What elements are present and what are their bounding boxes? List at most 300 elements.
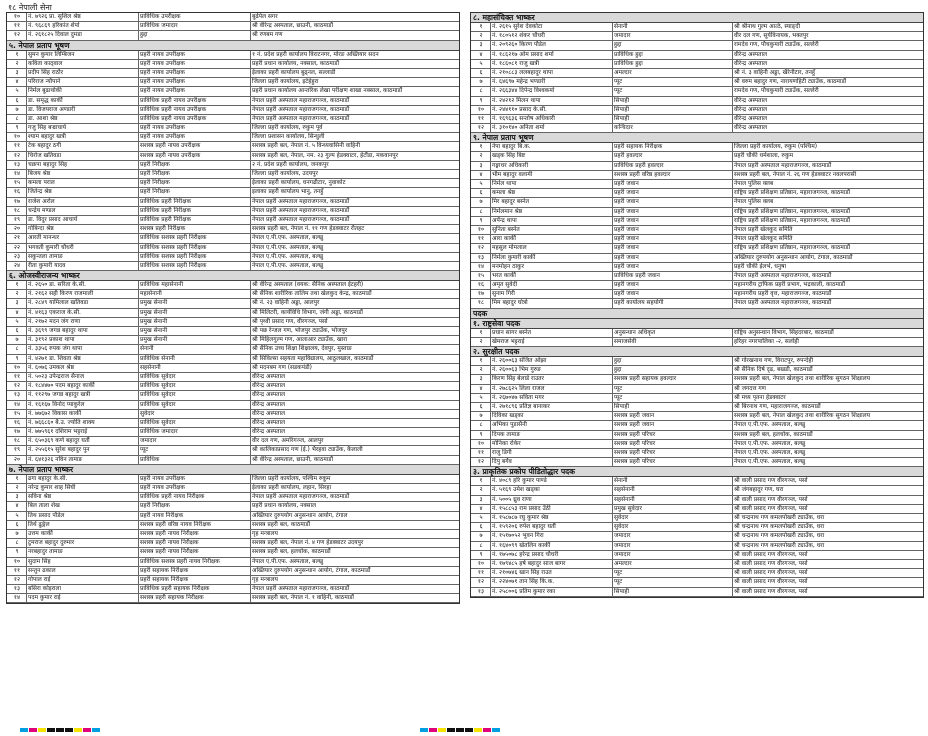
unit-cell: नेपाल ए.पी.एफ. अस्पताल, बल्खु — [734, 440, 806, 447]
rank-cell: जमादार — [613, 551, 733, 559]
table-row — [471, 124, 923, 133]
name-cell: सुनाम गिरी — [491, 290, 613, 298]
rank-cell: प्रहरी नायव उपरीक्षक — [139, 51, 251, 59]
unit-cell: वीरेन्द्र अस्पताल — [252, 419, 286, 426]
serial-number-cell: १ — [471, 23, 491, 31]
table-row — [7, 60, 459, 69]
name-cell: अमृत सुवेदी — [491, 281, 613, 289]
rank-cell: प्राविधिक प्रहरी नायव उपरीक्षक — [139, 97, 251, 105]
name-cell: कमला श्रेष्ठ — [491, 189, 613, 197]
unit-cell: ईलाका प्रहरी कार्यालय बुढ्नल, सल्लाडी — [252, 69, 336, 76]
table-row — [7, 281, 459, 290]
rank-cell: प्रमुख सेनानी — [139, 336, 251, 344]
serial-number-cell: ११ — [471, 235, 491, 243]
name-cell: श्याम बहादुर खत्री — [27, 133, 139, 141]
name-cell: चन्द्रेय मण्डल — [27, 207, 139, 215]
name-cell: सुनिता बस्नेत — [491, 226, 613, 234]
serial-number-cell: ७ — [7, 530, 27, 538]
unit-cell: नेपाल ए.पी.एफ. अस्पताल, बल्खु — [252, 244, 324, 251]
unit-cell: नेपाल प्रहरी खेलकुद समिति — [734, 226, 793, 233]
serial-number-cell: १८ — [471, 299, 491, 307]
unit-cell: श्री वाली प्रसाद गण वीरगञ्ज, पर्सा — [734, 570, 808, 577]
serial-number-cell: ४ — [471, 385, 491, 393]
serial-number-cell: ५ — [7, 87, 27, 95]
unit-cell: राष्ट्रिय प्रहरी प्रशिक्षण प्रतिष्ठान, महाराजगञ्ज, काठमाडौं — [734, 245, 851, 252]
rank-cell: प्राविधिक प्रहरी निरीक्षक — [139, 207, 251, 215]
serial-number-cell: १० — [7, 13, 27, 21]
rank-cell: प्रहरी नायव उपरीक्षक — [139, 133, 251, 141]
name-cell: नं. २६१५ सुरेश देवकोटा — [491, 23, 613, 31]
rank-cell: प्राविधिक जमादार — [139, 428, 251, 436]
name-cell: महसुल मोमलाल — [491, 244, 613, 252]
rank-cell: जमादार — [613, 532, 733, 540]
rank-cell: प्रहरी निरीक्षक — [139, 188, 251, 196]
serial-number-cell: १६ — [7, 419, 27, 427]
serial-number-cell: ८ — [471, 421, 491, 429]
name-cell: प्रधान सागर बस्नेत — [491, 329, 613, 337]
rank-cell: सशस्त्र प्रहरी नायव उपरीक्षक — [139, 152, 251, 160]
table-row — [7, 373, 459, 382]
table-row — [471, 115, 923, 124]
serial-number-cell: १४ — [471, 263, 491, 271]
rank-cell: हुद्दा — [139, 31, 251, 39]
name-cell: सविना श्रेष्ठ — [27, 493, 139, 501]
unit-cell: जिल्ला प्रहरी कार्यालय, रुकुम (पश्चिम) — [734, 144, 818, 151]
serial-number-cell: ६ — [471, 69, 491, 77]
unit-cell: राष्ट्रिय प्रहरी प्रशिक्षण प्रतिष्ठान, महाराजगञ्ज, काठमाडौं — [734, 190, 851, 197]
unit-cell: वीर दल गण, अमरिगञ्ज, आलपुर — [252, 438, 324, 445]
name-cell: बिजय श्रेष्ठ — [27, 170, 139, 178]
name-cell: नं. २२४०७१ तान सिंह कि.क. — [491, 578, 613, 586]
unit-cell: श्री वाली प्रसाद गण वीरगञ्ज, पर्सा — [734, 551, 808, 558]
serial-number-cell: १ — [7, 475, 27, 483]
table-row — [7, 355, 459, 364]
table-row — [7, 31, 459, 40]
serial-number-cell: ११ — [7, 567, 27, 575]
name-cell: डा. विजयराज अण्डारी — [27, 106, 139, 114]
rank-cell: महासेनानी — [139, 290, 251, 298]
serial-number-cell: ८ — [7, 115, 27, 123]
table-row — [471, 551, 923, 560]
table-row — [471, 385, 923, 394]
name-cell: बसिरा कोइराला — [27, 585, 139, 593]
unit-cell: राष्ट्रिय प्रहरी प्रशिक्षण प्रतिष्ठान, महाराजगञ्ज, काठमाडौं — [734, 208, 851, 215]
unit-cell: अख्तियार दुरुपयोग अनुसन्धान आयोग, टंगाल, काठमाडौं — [734, 254, 853, 261]
serial-number-cell: १३ — [471, 588, 491, 596]
unit-cell: श्री कालिकाप्रसाद गण (ई.) भैरहवा ट्याउँक, कैलाली — [252, 447, 363, 454]
serial-number-cell: १३ — [7, 585, 27, 593]
unit-cell: वीर दल गण, सूर्यविनायक, भक्तपुर — [734, 33, 809, 40]
table-row — [7, 152, 459, 161]
unit-cell: श्री श्रीनाथ गुल्म आत्ठे, स्याङ्दी — [734, 24, 801, 30]
table-row — [471, 60, 923, 69]
rank-cell: प्रमुख सेनानी — [139, 318, 251, 326]
rank-cell: प्रहरी जवान — [613, 235, 733, 243]
unit-cell: १ नं. प्रदेश प्रहरी कार्यालय विराटनगर, मोरङ अख्तियार सदन — [252, 51, 379, 58]
serial-number-cell: १५ — [471, 272, 491, 280]
serial-number-cell: ७ — [471, 198, 491, 206]
color-swatch — [29, 728, 37, 732]
name-cell: आरा कार्की — [491, 235, 613, 243]
unit-cell: श्री सिविल्सा सहयता महाविद्यालय, आठुलखाल, काठमाडौं — [252, 355, 374, 362]
rank-cell: प्रहरी जवान — [613, 198, 733, 206]
serial-number-cell: ९ — [471, 551, 491, 559]
rank-cell: प्रहरी सहायक निरीक्षक — [613, 143, 733, 151]
name-cell: किरण सिंह बेलाडे राउतर — [491, 375, 613, 383]
table-row — [7, 97, 459, 106]
serial-number-cell: २ — [471, 338, 491, 346]
name-cell: गजु सिंह बज्राचार्य — [27, 124, 139, 132]
unit-cell: नेपाल ए.पी.एफ. अस्पताल, बल्खु — [252, 262, 324, 269]
name-cell: नरबहादुर तामाङ — [27, 548, 139, 556]
rank-cell: सशस्त्र प्रहरी परिचर — [613, 458, 733, 466]
name-cell: टुमराज बहादुर दुरुमार — [27, 539, 139, 547]
table-row — [7, 290, 459, 299]
unit-cell: नेपाल ए.पी.एफ. अस्पताल, बल्खु — [734, 449, 806, 456]
table-row — [7, 456, 459, 465]
rank-cell: सुवेदार — [139, 410, 251, 418]
rank-cell: सशस्त्र प्रहरी सहायक निरीक्षक — [139, 594, 251, 602]
table-row — [7, 419, 459, 428]
unit-cell: सशस्त्र प्रहरी बल, नेपाल खेलकुद तथा शारीरिक सुगठन शिक्षालय — [734, 376, 871, 383]
name-cell: चक्रपा बहादुर सिंह — [27, 161, 139, 169]
rank-cell: प्यूट — [613, 569, 733, 577]
name-cell: अर्पेन्द्र थापा — [491, 217, 613, 225]
unit-cell: रामदेव गण, पौचकुमारी ट्याउँक, सल्लेरी — [734, 88, 819, 95]
unit-cell: श्री गोरखनाथ गण, विराटपुर, रुपन्देही — [734, 358, 814, 364]
unit-cell: वीरेन्द्र अस्पताल — [252, 392, 286, 399]
name-cell: कविता काठ्वाल — [27, 60, 139, 68]
table-row — [471, 143, 923, 152]
rank-cell: प्रहरी हवल्दार — [613, 152, 733, 160]
name-cell: नं. ५१६९ उमेश खड्का — [491, 486, 613, 494]
name-cell: नं. ७६६८६० बै.उ. ज्योति शाक्य — [27, 419, 139, 427]
unit-cell: श्री मध्य पृतना हेडक्वाटर — [734, 394, 786, 401]
unit-cell: श्री सैनिक उच्च शिक्षा शिक्षालय, देवपुर, मुस्ताङ — [252, 346, 352, 353]
serial-number-cell: ७ — [7, 336, 27, 344]
unit-cell: श्री मिलिटरी, कार्यविधि विभाग, जंगी अड्डा, काठमाडौं — [252, 309, 363, 316]
serial-number-cell: ८ — [7, 539, 27, 547]
unit-cell: श्री वाली प्रसाद गण वीरगञ्ज, पर्सा — [734, 496, 808, 503]
name-cell: ढगा बहादुर के.सी. — [27, 475, 139, 483]
name-cell: नं. ६४१३२६ नविन तामाङ — [27, 456, 139, 464]
name-cell: भीम बहादुर वलामी — [491, 171, 613, 179]
unit-cell: वीरेन्द्र अस्पताल — [252, 383, 286, 390]
table-row — [471, 152, 923, 161]
serial-number-cell: १३ — [7, 391, 27, 399]
rank-cell: सेनानी — [139, 345, 251, 353]
serial-number-cell: ५ — [471, 60, 491, 68]
table-row — [471, 588, 923, 597]
name-cell: गङ्गाधर अधिकारी — [491, 162, 613, 170]
unit-cell: नेपाल प्रहरी अस्पताल महाराजगञ्ज, काठमाडौं — [252, 106, 350, 113]
table-row — [471, 78, 923, 87]
name-cell: भरत कार्की — [491, 272, 613, 280]
name-cell: नं. ३१०१४० अनिता शर्मा — [491, 124, 613, 132]
unit-cell: सशस्त्र प्रहरी बल, हलचोक, काठमाडौं — [252, 549, 331, 556]
unit-cell: नेपाल ए.पी.एफ. अस्पताल, बल्खु — [252, 235, 324, 242]
rank-cell: सशस्त्र प्रहरी नायव निरीक्षक — [139, 539, 251, 547]
unit-cell: नेपाल ए.पी.एफ. अस्पताल, बल्खु — [734, 422, 806, 429]
rank-cell: जमादार — [613, 542, 733, 550]
unit-cell: नेपाल प्रहरी अस्पताल महाराजगञ्ज, काठमाडौं — [734, 272, 832, 279]
unit-cell: नेपाल पुलिस क्लब — [734, 199, 774, 206]
unit-cell: गृह मन्त्रालय — [252, 530, 278, 537]
name-cell: डा. समृद्ध कार्की — [27, 97, 139, 105]
rank-cell: प्राविधिक सशस्त्र प्रहरी निरीक्षक — [139, 262, 251, 270]
name-cell: नं. १५९२०६ रुपेश बहादुर घर्ती — [491, 523, 613, 531]
unit-cell: इलाका प्रहरी कार्यालय भानु, तनहुँ — [252, 189, 324, 196]
rank-cell: प्राविधिक प्रहरी हवल्दार — [613, 162, 733, 170]
unit-cell: श्री सैनिक दिर्ष दृढ, बखडी, काठमाडौं — [734, 367, 813, 374]
unit-cell: श्री चन्द्रनाथ गण कमलपोखरी ट्याउँक, धरा — [734, 542, 825, 549]
rank-cell: प्रहरी जवान — [613, 254, 733, 262]
table-row — [7, 161, 459, 170]
unit-cell: श्री वीरेन्द्र अस्पताल, छाउनी, काठमाडौं — [252, 23, 333, 30]
page-header: १८ नेपाली सेना — [8, 3, 52, 12]
serial-number-cell: ४ — [471, 505, 491, 513]
name-cell: नं. २६६३४४ दिपेन्द्र विश्वकर्मा — [491, 87, 613, 95]
table-row — [471, 217, 923, 226]
name-cell: जितेन्द्र श्रेष्ठ — [27, 188, 139, 196]
name-cell: नरेन्द्र कुमार शाह सिंघी — [27, 484, 139, 492]
name-cell: अभिका पुडासैनी — [491, 421, 613, 429]
unit-cell: नेपाल प्रहरी अस्पताल महाराजगञ्ज, काठमाडौं — [734, 162, 832, 169]
table-row — [7, 521, 459, 530]
table-row — [7, 198, 459, 207]
table-row — [7, 437, 459, 446]
name-cell: नं. १६१६७ विनोद प्याकुरेल — [27, 401, 139, 409]
unit-cell: श्री नं. २३ वाहिनी अड्डा, आलपुर — [252, 300, 320, 307]
table-row — [7, 244, 459, 253]
name-cell: परिराज न्यौपाने — [27, 78, 139, 86]
serial-number-cell: १० — [7, 558, 27, 566]
serial-number-cell: ४ — [7, 78, 27, 86]
unit-cell: जिल्ला प्रहरी कार्यालय, इटेहेहुरा — [252, 79, 319, 86]
serial-number-cell: १२ — [7, 152, 27, 160]
rank-cell: अमल्दार — [613, 560, 733, 568]
table-row — [7, 262, 459, 271]
unit-cell: श्री रणबम गण — [252, 32, 283, 39]
name-cell: नं. ११२९७ जगन्न बहादुर खत्री — [27, 391, 139, 399]
serial-number-cell: १ — [471, 477, 491, 485]
unit-cell: नेपाल प्रहरी अस्पताल महाराजगञ्ज, काठमाडौं — [252, 494, 350, 501]
name-cell: नं. २६७०४७ सविता मगर — [491, 394, 613, 402]
serial-number-cell: १२ — [471, 124, 491, 132]
rank-cell: प्राविधिक उपरीक्षक — [139, 13, 251, 21]
serial-number-cell: १२ — [7, 31, 27, 39]
serial-number-cell: ६ — [7, 327, 27, 335]
serial-number-cell: ८ — [7, 345, 27, 353]
rank-cell: जमादार — [613, 32, 733, 40]
rank-cell: प्राविधिक महासेनानी — [139, 281, 251, 289]
unit-cell: सशस्त्र प्रहरी बल, नेपाल नं. २६ गण हेडक्वाटर नवलपरासी — [734, 171, 857, 178]
serial-number-cell: ३ — [471, 162, 491, 170]
name-cell: नं. २५५६१५ सुरेश बहादुर पुन — [27, 446, 139, 454]
unit-cell: वीरेन्द्र अस्पताल — [734, 97, 768, 104]
serial-number-cell: १४ — [7, 170, 27, 178]
rank-cell: सशस्त्र प्रहरी नायव निरीक्षक — [139, 530, 251, 538]
serial-number-cell: २४ — [7, 262, 27, 270]
rank-cell: प्राविधिक सुवेदार — [139, 382, 251, 390]
table-row — [7, 585, 459, 594]
unit-cell: नेपाल ए.पी.एफ. अस्पताल, बल्खु — [734, 459, 806, 466]
serial-number-cell: ४ — [7, 309, 27, 317]
table-row — [7, 539, 459, 548]
table-row — [7, 576, 459, 585]
name-cell: नं. ७९२६ प्रा. सुशिल श्रेष्ठ — [27, 13, 139, 21]
name-cell: नं. २६५० डा. सरिता के.सी. — [27, 281, 139, 289]
color-swatch — [474, 728, 482, 732]
name-cell: राजु डिगी — [491, 449, 613, 457]
name-cell: नं. २१०७४६ खान सिंह राउत — [491, 569, 613, 577]
unit-cell: श्री मिहिलगुल्म गण, आलाआर ट्याउँक, खारा — [252, 337, 348, 344]
name-cell: नं. १८६०८१ राजु खत्री — [491, 60, 613, 68]
color-swatch — [429, 728, 437, 732]
unit-cell: सशस्त्र प्रहरी बल, नेपाल नं. ४ गण हेडक्वाटर उदयपुर — [252, 540, 364, 547]
serial-number-cell: ९ — [471, 217, 491, 225]
rank-cell: प्राविधिक सुवेदार — [139, 401, 251, 409]
serial-number-cell: १० — [471, 440, 491, 448]
color-swatch — [420, 728, 428, 732]
name-cell: निर्मला कुमारी कार्की — [491, 254, 613, 262]
serial-number-cell: १६ — [471, 281, 491, 289]
unit-cell: श्री वाली प्रसाद गण वीरगञ्ज, पर्सा — [734, 478, 808, 485]
unit-cell: जिल्ला प्रहरी कार्यालय, उदयपुर — [252, 171, 318, 177]
section-heading: ७. नेपाल प्रताप भाष्कर — [7, 465, 459, 475]
rank-cell: समाजसेवी — [613, 338, 733, 346]
unit-cell: श्री चन्द्रनाथ गण कमलपोखरी ट्याउँक, धरा — [734, 524, 825, 531]
unit-cell: श्री वाली प्रसाद गण वीरगञ्ज, पर्सा — [734, 560, 808, 567]
serial-number-cell: १२ — [7, 382, 27, 390]
unit-cell: श्री पछ रेन्जल गण, भोजपुर ट्याउँक, भोजपुर — [252, 328, 348, 334]
unit-cell: जिल्ला प्रहरी कार्यालय, पश्चिम रुकुम — [252, 475, 331, 482]
unit-cell: नेपाल पुलिस क्लब — [734, 181, 774, 187]
rank-cell: सशस्त्र प्रहरी नायव उपरीक्षक — [139, 142, 251, 150]
name-cell: नं. ७७५९६१ दशिराम भट्टराई — [27, 428, 139, 436]
table-row — [471, 514, 923, 523]
name-cell: नं. १८६२१७ ओम प्रसाद शर्मा — [491, 51, 613, 59]
serial-number-cell: १५ — [7, 410, 27, 418]
serial-number-cell: ४ — [471, 51, 491, 59]
table-row — [7, 253, 459, 262]
rank-cell: प्राविधिक प्रहरी निरीक्षक — [139, 216, 251, 224]
name-cell: नं. २१०८८३ ललबहादुर थापा — [491, 69, 613, 77]
table-row — [471, 505, 923, 514]
table-row — [471, 23, 923, 32]
table-row — [471, 329, 923, 338]
rank-cell: सुवेदार — [613, 514, 733, 522]
serial-number-cell: ३ — [471, 496, 491, 504]
rank-cell: प्रहरी नायव उपरीक्षक — [139, 78, 251, 86]
name-cell: तिर्थ ढुङ्गेल — [27, 521, 139, 529]
color-registration-strip — [20, 717, 101, 721]
table-row — [471, 254, 923, 263]
unit-cell: बुर्ढपेल सगर — [252, 14, 278, 20]
table-row — [471, 41, 923, 50]
name-cell: नं. १५१७०५२ भुवन गिरा — [491, 532, 613, 540]
rank-cell: प्राविधिक सुवेदार — [139, 373, 251, 381]
name-cell: नेपा बहादुर बि.क. — [491, 143, 613, 151]
serial-number-cell: १२ — [471, 244, 491, 252]
serial-number-cell: १३ — [7, 161, 27, 169]
name-cell: आरती मानन्धर — [27, 234, 139, 242]
serial-number-cell: २२ — [7, 244, 27, 252]
serial-number-cell: ७ — [471, 78, 491, 86]
name-cell: नं. १६९६३६ सन्तोष अधिकारी — [491, 115, 613, 123]
serial-number-cell: २३ — [7, 253, 27, 261]
name-cell: नं. ३३५६ रुपक जंग थापा — [27, 345, 139, 353]
unit-cell: नेपाल ए.पी.एफ. अस्पताल, बल्खु — [252, 558, 324, 565]
serial-number-cell: १७ — [471, 290, 491, 298]
serial-number-cell: ८ — [471, 208, 491, 216]
table-row — [471, 281, 923, 290]
table-row — [7, 51, 459, 60]
unit-cell: नेपाल ए.पी.एफ. अस्पताल, बल्खु — [252, 253, 324, 260]
serial-number-cell: ५ — [471, 394, 491, 402]
table-row — [7, 364, 459, 373]
name-cell: नं. २१६२ सही किरण राजमाली — [27, 290, 139, 298]
name-cell: खड्क सिंह बिष्ट — [491, 152, 613, 160]
color-swatch — [56, 728, 64, 732]
name-cell: प्रदीप सिंह राठौर — [27, 69, 139, 77]
rank-cell: प्रहरी निरीक्षक — [139, 502, 251, 510]
unit-cell: प्रहरी चौकी धर्मशाला, रुकुम — [734, 153, 793, 160]
name-cell: सुदाम सिंह — [27, 558, 139, 566]
table-row — [7, 22, 459, 31]
table-row — [471, 394, 923, 403]
serial-number-cell: १० — [471, 560, 491, 568]
serial-number-cell: १४ — [7, 401, 27, 409]
table-row — [7, 115, 459, 124]
rank-cell: प्रहरी नायव उपरीक्षक — [139, 69, 251, 77]
rank-cell: सिपाही — [613, 106, 733, 114]
rank-cell: प्राविधिक — [139, 456, 251, 464]
table-row — [7, 170, 459, 179]
unit-cell: नेपाल प्रहरी अस्पताल महाराजगञ्ज, काठमाडौं — [252, 207, 350, 214]
table-row — [7, 382, 459, 391]
rank-cell: प्रमुख सेनानी — [139, 327, 251, 335]
serial-number-cell: १० — [471, 106, 491, 114]
color-swatch — [65, 728, 73, 732]
unit-cell: नेपाल प्रहरी अस्पताल महाराजगञ्ज, काठमाडौं — [252, 586, 350, 593]
rank-cell: प्राविधिक सुवेदार — [139, 419, 251, 427]
rank-cell: सशस्त्र प्रहरी परिचर — [613, 440, 733, 448]
unit-cell: ईलाका प्रहरी कार्यालय, धनगढीटार, नुवाकोट — [252, 180, 346, 187]
section-heading: ८. महासंचिक्त भाष्कर — [471, 13, 923, 23]
color-swatch — [447, 728, 455, 732]
serial-number-cell: १२ — [7, 576, 27, 584]
table-row — [471, 357, 923, 366]
rank-cell: प्रहरी जवान — [613, 180, 733, 188]
name-cell: सुमन कुमार लिम्बिजन — [27, 51, 139, 59]
rank-cell: प्राविधिक सेनानी — [139, 355, 251, 363]
table-row — [7, 207, 459, 216]
name-cell: राजेश अरोल — [27, 198, 139, 206]
name-cell: नं. १७९४८५ हर्ष बहादुर साज बागर — [491, 560, 613, 568]
table-row — [471, 171, 923, 180]
table-row — [7, 69, 459, 78]
serial-number-cell: १ — [7, 281, 27, 289]
rank-cell: प्रहरी निरीक्षक — [139, 161, 251, 169]
serial-number-cell: १ — [7, 51, 27, 59]
serial-number-cell: ४ — [7, 502, 27, 510]
table-row — [7, 216, 459, 225]
rank-cell: सशस्त्र प्रहरी वरिष्ठ नायव निरीक्षक — [139, 521, 251, 529]
rank-cell: अनुसन्धान अधिकृत — [613, 329, 733, 337]
right-column-table — [470, 12, 924, 598]
serial-number-cell: ९ — [471, 431, 491, 439]
